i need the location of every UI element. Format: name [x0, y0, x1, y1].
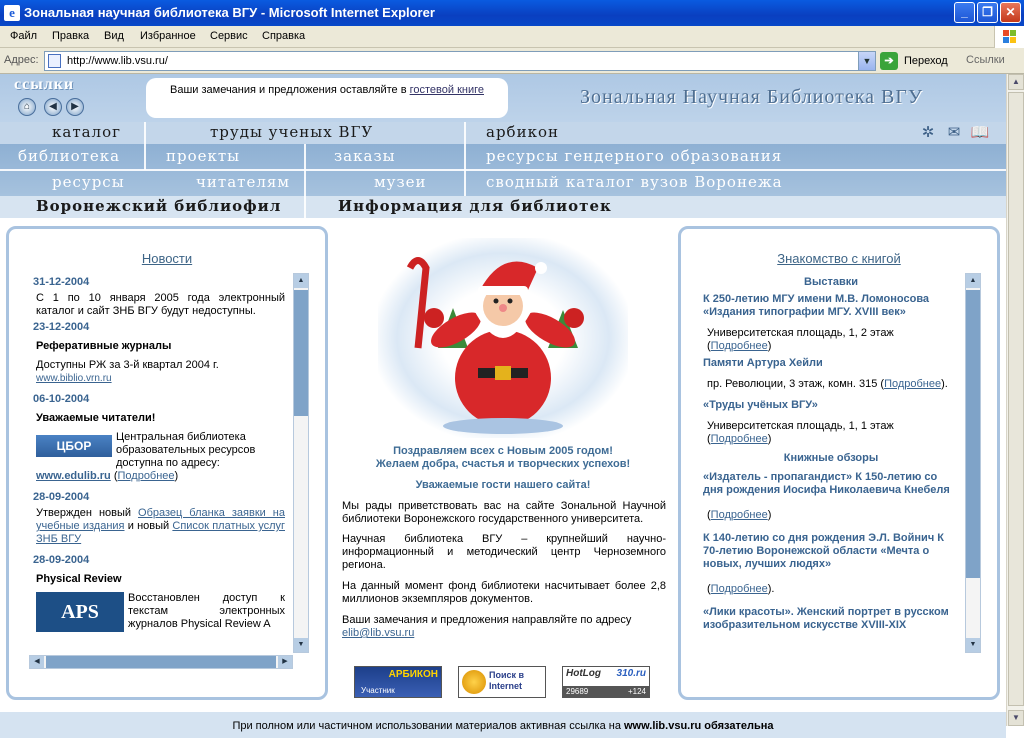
- news-list: 31-12-2004 С 1 по 10 января 2005 года электронный каталог и сайт ЗНБ ВГУ будут недоступны. 23-12-2004 Реферативные журналы Доступны РЖ за 3-й квартал 2004 г. www.biblio.vrn.ru 06-10-2004 Уважаемые читатели! ЦБОР Центральная библиотека образовательных ресурсов доступна по адресу: www.edulib.ru (Подробнее) 28-09-2004 Утвержден новый Образец бланка заявки на учебные издания и новый Список платных услуг ЗНБ ВГУ 28-09-2004 Physical Review APS Восстановлен доступ к текстам электронных журналов Physical Review A: [33, 276, 285, 630]
- address-input[interactable]: [44, 51, 876, 71]
- scroll-up-icon[interactable]: ▲: [294, 274, 308, 288]
- scroll-left-icon[interactable]: ◀: [30, 656, 44, 668]
- links-title: ссылки: [14, 76, 75, 93]
- ie-icon: e: [4, 5, 20, 21]
- news-date: 06-10-2004: [33, 393, 90, 405]
- close-button[interactable]: ✕: [1000, 2, 1021, 23]
- exhibition-title[interactable]: Памяти Артура Хейли: [703, 357, 823, 369]
- go-button[interactable]: [880, 52, 960, 70]
- nav-for-libraries[interactable]: Информация для библиотек: [338, 197, 612, 215]
- news-text: Доступны РЖ за 3-й квартал 2004 г.: [36, 359, 219, 371]
- books-title[interactable]: Знакомство с книгой: [777, 251, 901, 266]
- services-link[interactable]: Список платных услуг ЗНБ ВГУ: [36, 520, 285, 545]
- news-date: 28-09-2004: [33, 491, 90, 503]
- books-list: Выставки К 250-летию МГУ имени М.В. Ломоносова «Издания типографии МГУ. XVIII век» Университетская площадь, 1, 2 этаж (Подробнее) Памяти Артура Хейли пр. Революции, 3 этаж, комн. 315 (Подробнее). «Труды учёных ВГУ» Университетская площадь, 1, 1 этаж (Подробнее) Книжные обзоры «Издатель - пропагандист» К 150-летию со дня рождения Иосифа Николаевича Кнебеля (Подробнее) К 140-летию со дня рождения Э.Л. Войнич К 70-летию Воронежской области «Мечта о новых, лучших людях» (Подробнее). «Лики красоты». Женский портрет в русском изобразительном искусстве XVIII-XIX: [703, 273, 959, 647]
- address-bar: [0, 48, 1024, 74]
- go-label: Переход: [904, 55, 948, 67]
- books-vscroll[interactable]: [965, 273, 981, 653]
- news-date: 28-09-2004: [33, 554, 90, 566]
- menu-favorites[interactable]: Избранное: [140, 30, 196, 42]
- nav-orders[interactable]: заказы: [334, 147, 396, 165]
- go-arrow-icon: ➔: [880, 52, 898, 70]
- sitemap-icon[interactable]: ✲: [921, 124, 935, 141]
- scroll-up-icon[interactable]: ▲: [966, 274, 980, 288]
- arbicon-banner[interactable]: АРБИКОН Участник: [354, 666, 442, 698]
- exhibition-place: пр. Революции, 3 этаж, комн. 315: [707, 378, 878, 390]
- title-bar: [0, 0, 1024, 26]
- fund-text: На данный момент фонд библиотеки насчитывает более 2,8 миллионов экземпляров документов.: [342, 580, 666, 605]
- footer: [0, 712, 1006, 738]
- nav-projects[interactable]: проекты: [166, 147, 241, 165]
- forward-icon[interactable]: ▶: [66, 98, 84, 116]
- book-icon[interactable]: 📖: [970, 124, 990, 141]
- news-text: Утвержден новый: [36, 507, 139, 519]
- news-hscroll[interactable]: [29, 655, 293, 669]
- nav-union-catalog[interactable]: сводный каталог вузов Воронежа: [486, 173, 783, 191]
- aps-logo[interactable]: APS: [36, 592, 124, 632]
- footer-suffix: обязательна: [701, 720, 774, 732]
- nav-resources[interactable]: ресурсы: [52, 173, 125, 191]
- search-banner[interactable]: Поиск в Internet: [458, 666, 546, 698]
- cbor-logo[interactable]: ЦБОР: [36, 435, 112, 457]
- news-heading: Physical Review: [36, 573, 122, 585]
- site-title: Зональная Научная Библиотека ВГУ: [580, 86, 924, 108]
- menu-bar: [0, 26, 1024, 48]
- welcome-text: Мы рады приветствовать вас на сайте Зональной Научной библиотеки Воронежского государственного университета.: [342, 500, 666, 525]
- back-icon[interactable]: ◀: [44, 98, 62, 116]
- contact-text: Ваши замечания и предложения направляйте по адресу: [342, 614, 632, 626]
- review-title[interactable]: «Лики красоты». Женский портрет в русском изобразительном искусстве XVIII-XIX: [703, 606, 949, 631]
- news-heading: Уважаемые читатели!: [36, 412, 156, 424]
- scroll-thumb[interactable]: [966, 290, 980, 578]
- notice-text: Ваши замечания и предложения оставляйте в: [170, 84, 410, 96]
- news-text: С 1 по 10 января 2005 года электронный каталог и сайт ЗНБ ВГУ будут недоступны.: [36, 292, 285, 317]
- maximize-button[interactable]: ❐: [977, 2, 998, 23]
- minimize-button[interactable]: _: [954, 2, 975, 23]
- books-panel: [678, 226, 1000, 700]
- news-text: Центральная библиотека образовательных ресурсов доступна по адресу:: [116, 431, 256, 469]
- news-date: 23-12-2004: [33, 321, 90, 333]
- address-dropdown[interactable]: ▼: [858, 52, 875, 70]
- more-link[interactable]: Подробнее: [884, 378, 942, 390]
- menu-file[interactable]: Файл: [10, 30, 38, 42]
- menu-tools[interactable]: Сервис: [210, 30, 248, 42]
- more-link[interactable]: Подробнее: [710, 583, 768, 595]
- more-link[interactable]: Подробнее: [710, 509, 768, 521]
- scroll-down-icon[interactable]: ▼: [1008, 710, 1024, 726]
- globe-icon: [462, 670, 486, 694]
- nav-bibliophile[interactable]: Воронежский библиофил: [36, 197, 282, 215]
- news-vscroll[interactable]: [293, 273, 309, 653]
- address-label: Адрес:: [4, 54, 39, 66]
- menu-edit[interactable]: Правка: [52, 30, 90, 42]
- exhibition-place: Университетская площадь, 1, 1 этаж: [707, 420, 894, 432]
- scroll-thumb[interactable]: [1008, 92, 1024, 706]
- news-text: Восстановлен доступ к текстам электронных журналов Physical Review A: [128, 592, 285, 630]
- scroll-up-icon[interactable]: ▲: [1008, 74, 1024, 90]
- windows-logo-icon: [994, 26, 1024, 48]
- review-title[interactable]: «Издатель - пропагандист» К 150-летию со дня рождения Иосифа Николаевича Кнебеля: [703, 471, 950, 496]
- news-panel: [6, 226, 328, 700]
- scroll-right-icon[interactable]: ▶: [278, 656, 292, 668]
- review-title[interactable]: К 140-летию со дня рождения Э.Л. Войнич К 70-летию Воронежской области «Мечта о новых, лучших людях»: [703, 532, 944, 570]
- web-page: [0, 74, 1006, 738]
- hotlog-banner[interactable]: HotLog 310.ru 29689 +124: [562, 666, 650, 698]
- scroll-thumb[interactable]: [294, 290, 308, 416]
- guestbook-link[interactable]: гостевой книге: [409, 84, 484, 96]
- more-link[interactable]: Подробнее: [710, 340, 768, 352]
- santa-image: [378, 238, 628, 438]
- nav-catalog[interactable]: каталог: [52, 123, 121, 141]
- nav-readers[interactable]: читателям: [196, 173, 290, 191]
- footer-text: При полном или частичном использовании материалов активная ссылка на: [232, 720, 624, 732]
- menu-view[interactable]: Вид: [104, 30, 124, 42]
- exhibition-place: Университетская площадь, 1, 2 этаж: [707, 327, 894, 339]
- center-column: [338, 234, 668, 704]
- scroll-down-icon[interactable]: ▼: [966, 638, 980, 652]
- scroll-down-icon[interactable]: ▼: [294, 638, 308, 652]
- edulib-link[interactable]: www.edulib.ru: [36, 470, 111, 482]
- more-link[interactable]: Подробнее: [117, 470, 175, 482]
- exhibition-title[interactable]: К 250-летию МГУ имени М.В. Ломоносова «Издания типографии МГУ. XVIII век»: [703, 293, 930, 318]
- news-title[interactable]: Новости: [141, 251, 193, 266]
- exhibition-title[interactable]: «Труды учёных ВГУ»: [703, 399, 818, 411]
- nav-works[interactable]: труды ученых ВГУ: [210, 123, 374, 141]
- window-title: Зональная научная библиотека ВГУ - Microsoft Internet Explorer: [24, 5, 435, 20]
- news-heading: Реферативные журналы: [36, 340, 172, 352]
- footer-site: www.lib.vsu.ru: [624, 720, 702, 732]
- nav-arbicon[interactable]: арбикон: [486, 123, 559, 141]
- more-link[interactable]: Подробнее: [710, 433, 768, 445]
- greeting-2: Желаем добра, счастья и творческих успехов!: [375, 458, 631, 470]
- nav-gender[interactable]: ресурсы гендерного образования: [486, 147, 783, 165]
- scroll-thumb[interactable]: [46, 656, 276, 668]
- greeting-1: Поздравляем всех с Новым 2005 годом!: [393, 445, 613, 457]
- menu-help[interactable]: Справка: [262, 30, 306, 42]
- mail-icon[interactable]: ✉: [947, 124, 961, 141]
- library-text: Научная библиотека ВГУ – крупнейший научно-информационный и методический центр Черноземного региона.: [342, 533, 666, 571]
- exhibitions-heading: Выставки: [804, 276, 858, 288]
- links-toolbar[interactable]: Ссылки: [966, 54, 1005, 66]
- notice-box: [146, 78, 508, 118]
- news-text: и новый: [124, 520, 173, 532]
- address-url: http://www.lib.vsu.ru/: [67, 55, 168, 67]
- news-date: 31-12-2004: [33, 276, 90, 288]
- nav-library[interactable]: библиотека: [18, 147, 121, 165]
- home-icon[interactable]: ⌂: [18, 98, 36, 116]
- nav-museums[interactable]: музеи: [374, 173, 427, 191]
- greeting-3: Уважаемые гости нашего сайта!: [415, 479, 591, 491]
- form-link[interactable]: Образец бланка заявки на учебные издания: [36, 507, 285, 532]
- reviews-heading: Книжные обзоры: [783, 452, 879, 464]
- email-link[interactable]: elib@lib.vsu.ru: [342, 627, 415, 639]
- page-icon: [48, 54, 61, 68]
- browser-vscroll[interactable]: [1006, 74, 1024, 726]
- news-link[interactable]: www.biblio.vrn.ru: [36, 373, 112, 384]
